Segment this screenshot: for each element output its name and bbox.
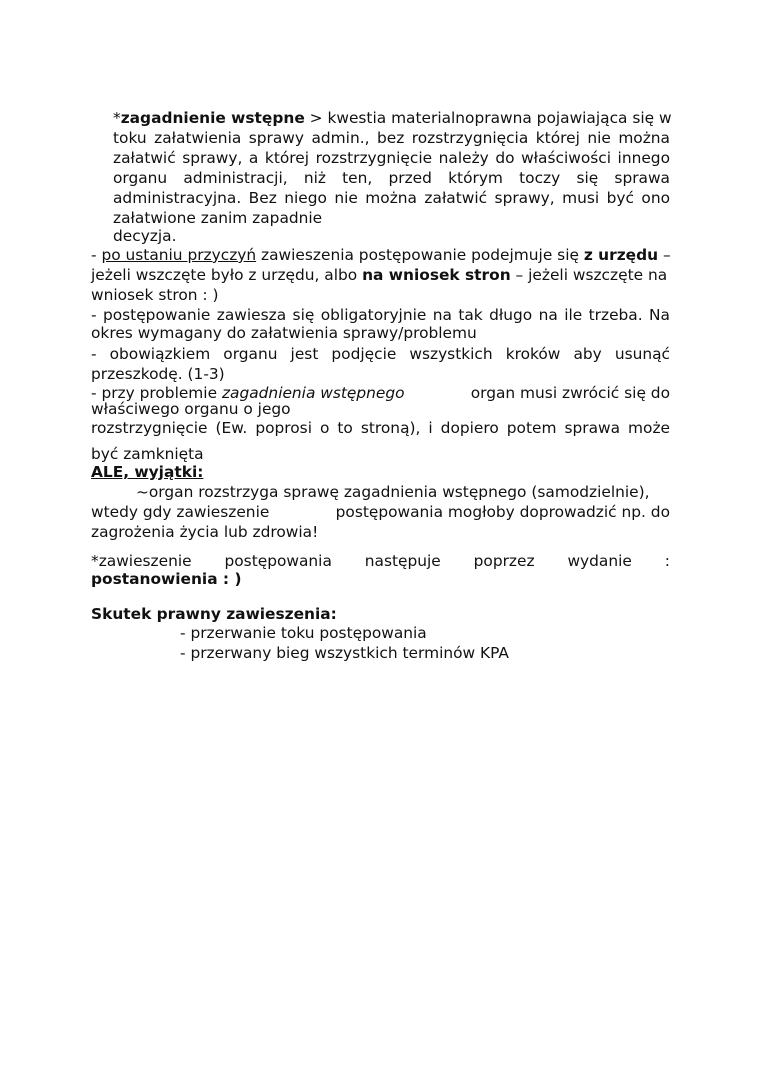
resume-paragraph: - po ustaniu przyczyń zawieszenia postępowanie podejmuje się z urzędu – jeżeli wszczęte było z urzędu, albo na wniosek stron – jeżeli wszczęte na wniosek stron : ) [91,246,671,304]
effect-heading: Skutek prawny zawieszenia: [91,605,337,623]
definition-line: załatwione zanim zapadnie [113,209,323,227]
asterisk: * [113,109,121,127]
exceptions-heading: ALE, wyjątki: [91,463,204,481]
suspension-paragraph: *zawieszenie postępowania następuje poprzez wydanie : postanowienia : ) [91,552,670,588]
resume-cause-text: po ustaniu przyczyń [101,246,257,264]
exceptions-paragraph: ALE, wyjątki: ~organ rozstrzyga sprawę zagadnienia wstępnego (samodzielnie), wtedy gdy zawieszenie postępowania mogłoby doprowadzić np. do zagrożenia życia lub zdrowia! [91,463,670,541]
definition-term: zagadnienie wstępne [120,109,305,127]
definition-line: załatwić sprawy, a której rozstrzygnięcie należy do właściwości innego [113,149,670,167]
list-item: - przerwanie toku postępowania [180,624,427,642]
definition-line: > kwestia materialnoprawna pojawiająca się w [304,109,672,127]
definition-paragraph [113,108,670,246]
obligatory-paragraph: - postępowanie zawiesza się obligatoryjnie na tak długo na ile trzeba. Na okres wymagany do załatwienia sprawy/problemu [91,306,670,342]
problem-paragraph: - przy problemie zagadnienia wstępnego organ musi zwrócić się do właściwego organu o jego rozstrzygnięcie (Ew. poprosi o to stroną), i dopiero potem sprawa może być zamknięta [91,384,670,463]
definition-line: decyzja. [113,227,177,245]
definition-line: administracyjna. Bez niego nie można załatwić sprawy, musi być ono [113,189,670,207]
definition-line: organu administracji, niż ten, przed którym toczy się sprawa [113,169,670,187]
effect-list [180,623,509,663]
list-item: - przerwany bieg wszystkich terminów KPA [180,644,509,662]
effect-section [91,604,670,624]
duty-paragraph: - obowiązkiem organu jest podjęcie wszystkich kroków aby usunąć przeszkodę. (1-3) [91,345,670,383]
suspension-form-bold: postanowienia : ) [91,570,242,588]
definition-line: toku załatwienia sprawy admin., bez rozstrzygnięcia której nie można [113,129,670,147]
